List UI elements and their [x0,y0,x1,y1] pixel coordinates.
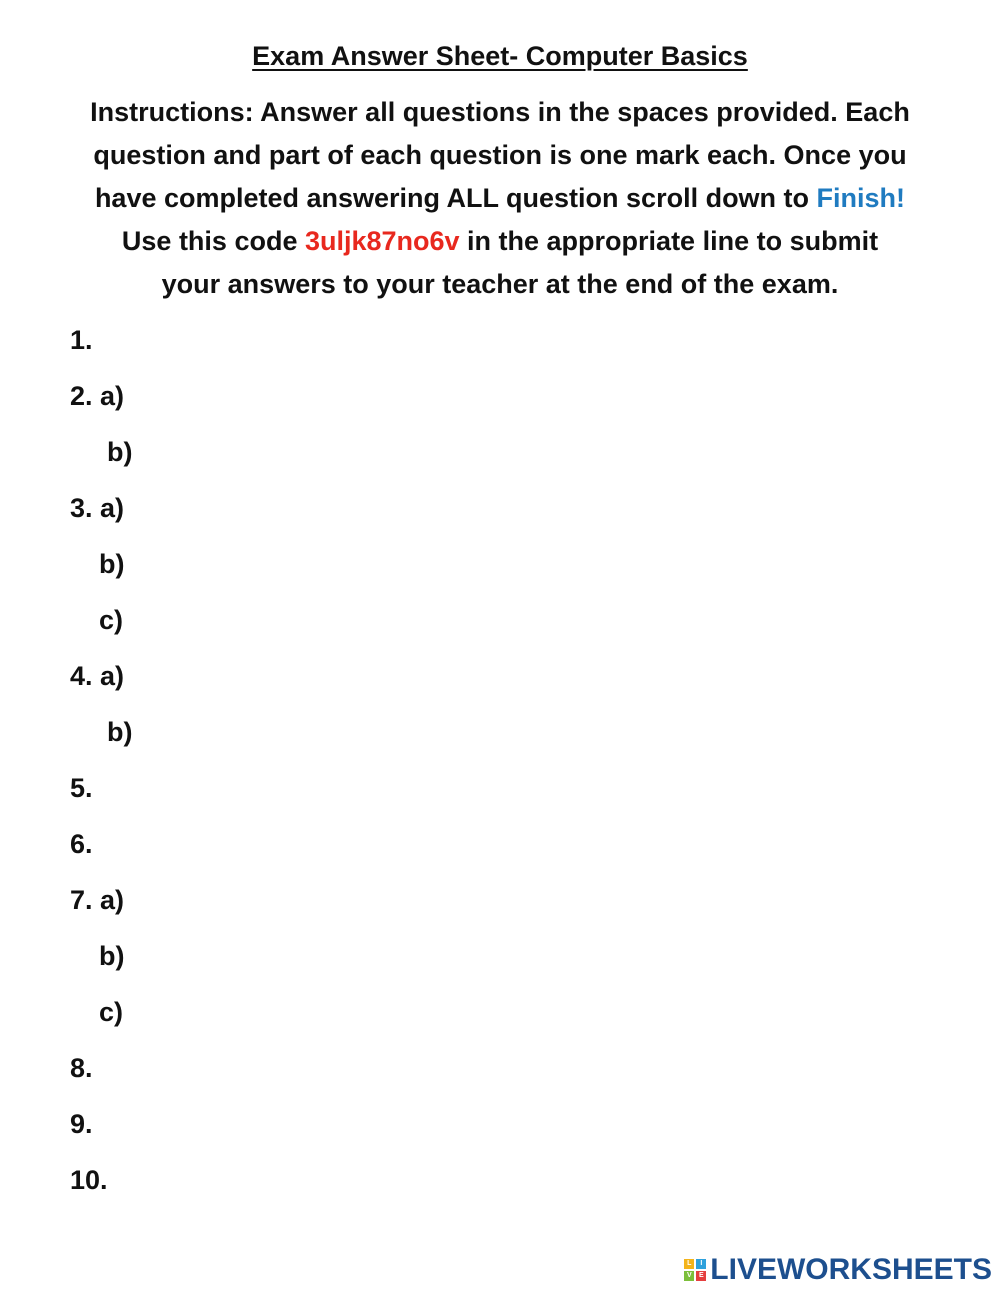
answer-label-3a: 3. a) [70,493,125,523]
instructions-line-4-pre: Use this code [121,226,305,256]
instructions-line-1: Instructions: Answer all questions in the spaces provided. Each [90,97,910,127]
answer-label-3c: c) [99,605,124,635]
answer-label-2a: 2. a) [70,381,125,411]
answer-label-1: 1. [70,325,93,355]
answer-label-3b: b) [99,549,125,579]
finish-link[interactable]: Finish! [816,183,906,213]
answer-label-7b: b) [99,941,125,971]
answer-list [70,319,132,1215]
instructions-line-5: your answers to your teacher at the end of the exam. [161,269,839,299]
logo-text: LIVEWORKSHEETS [710,1253,992,1286]
answer-label-5: 5. [70,773,93,803]
submission-code: 3uljk87no6v [304,226,460,256]
instructions-line-4 [40,220,960,263]
instructions-line-3 [40,177,960,220]
instructions-line-3-text: have completed answering ALL question scroll down to [94,183,817,213]
answer-label-9: 9. [70,1109,93,1139]
answer-label-7c: c) [99,997,124,1027]
instructions-line-4-post: in the appropriate line to submit [459,226,879,256]
answer-label-4b: b) [107,717,133,747]
logo-mark-i: I [696,1259,706,1269]
instructions-line-2: question and part of each question is one mark each. Once you [93,140,907,170]
answer-label-7a: 7. a) [70,885,125,915]
logo-mark-e: E [696,1271,706,1281]
answer-label-8: 8. [70,1053,93,1083]
logo-mark-v: V [684,1271,694,1281]
liveworksheets-logo [684,1253,992,1287]
instructions [40,91,960,306]
answer-label-10: 10. [70,1165,108,1195]
page-title: Exam Answer Sheet- Computer Basics [252,41,748,71]
liveworksheets-logo-icon [684,1259,706,1281]
answer-label-2b: b) [107,437,133,467]
answer-label-4a: 4. a) [70,661,125,691]
logo-mark-l: L [684,1259,694,1269]
answer-label-6: 6. [70,829,93,859]
